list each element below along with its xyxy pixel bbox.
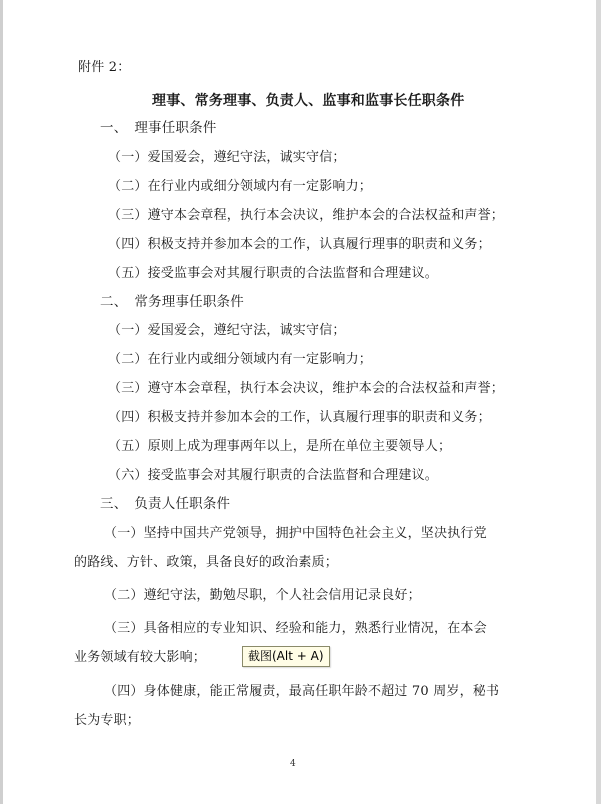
section-1-item-5: （五）接受监事会对其履行职责的合法监督和合理建议。 — [108, 266, 439, 281]
section-3-item-3-line-1: （三）具备相应的专业知识、经验和能力，熟悉行业情况，在本会 — [104, 621, 487, 636]
section-2-item-3: （三）遵守本会章程，执行本会决议，维护本会的合法权益和声誉； — [108, 381, 505, 396]
section-2-item-1: （一）爱国爱会，遵纪守法，诚实守信； — [108, 323, 346, 338]
section-heading-3: 三、 负责人任职条件 — [100, 496, 231, 512]
section-3-item-3-line-2: 业务领域有较大影响； — [74, 650, 207, 665]
screenshot-tooltip: 截图(Alt + A) — [242, 646, 330, 667]
section-3-item-4-line-1: （四）身体健康，能正常履责，最高任职年龄不超过 70 周岁，秘书 — [104, 684, 500, 699]
section-1-item-1: （一）爱国爱会，遵纪守法，诚实守信； — [108, 150, 346, 165]
section-1-item-4: （四）积极支持并参加本会的工作，认真履行理事的职责和义务； — [108, 237, 491, 252]
section-heading-1: 一、 理事任职条件 — [100, 120, 217, 136]
attachment-label: 附件 2： — [78, 60, 131, 75]
document-title: 理事、常务理事、负责人、监事和监事长任职条件 — [152, 93, 465, 109]
section-2-item-6: （六）接受监事会对其履行职责的合法监督和合理建议。 — [108, 468, 439, 483]
section-3-item-4-line-2: 长为专职； — [74, 713, 141, 728]
page-left-edge — [0, 0, 3, 804]
page-right-edge — [596, 0, 601, 804]
section-2-item-2: （二）在行业内或细分领域内有一定影响力； — [108, 352, 373, 367]
section-3-item-1-line-1: （一）坚持中国共产党领导，拥护中国特色社会主义，坚决执行党 — [104, 526, 487, 541]
section-3-item-2: （二）遵纪守法，勤勉尽职，个人社会信用记录良好； — [104, 588, 421, 603]
section-1-item-3: （三）遵守本会章程，执行本会决议，维护本会的合法权益和声誉； — [108, 208, 505, 223]
section-2-item-5: （五）原则上成为理事两年以上，是所在单位主要领导人； — [108, 439, 452, 454]
section-1-item-2: （二）在行业内或细分领域内有一定影响力； — [108, 179, 373, 194]
section-3-item-1-line-2: 的路线、方针、政策，具备良好的政治素质； — [74, 555, 339, 570]
section-heading-2: 二、 常务理事任职条件 — [100, 294, 244, 310]
page-number: 4 — [290, 759, 296, 769]
section-2-item-4: （四）积极支持并参加本会的工作，认真履行理事的职责和义务； — [108, 410, 491, 425]
